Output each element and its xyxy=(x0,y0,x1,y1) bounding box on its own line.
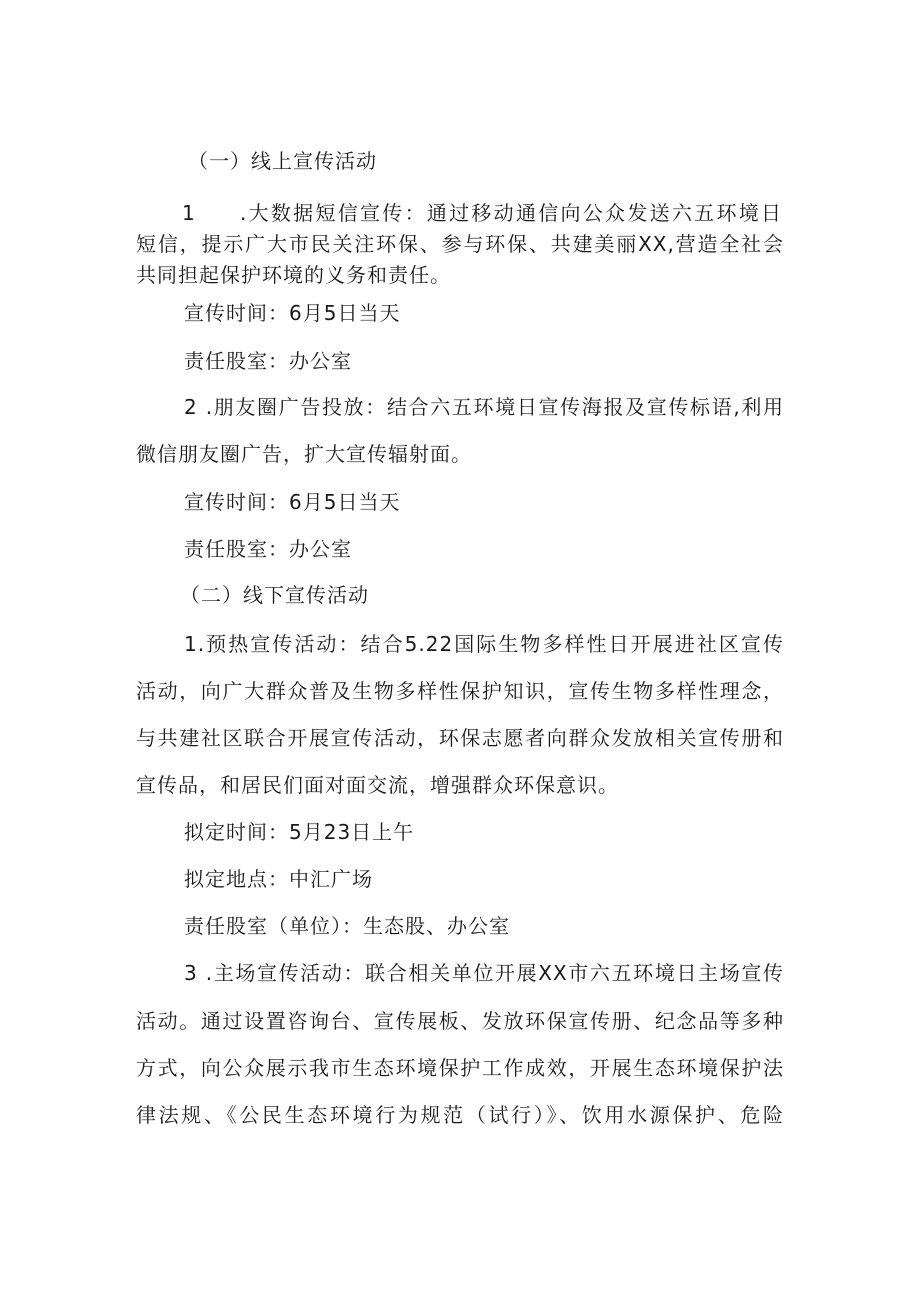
responsible-office: 责任股室：办公室 xyxy=(184,349,352,373)
paragraph-line: 活动，向广大群众普及生物多样性保护知识，宣传生物多样性理念， xyxy=(136,679,784,703)
item-number: 1 xyxy=(182,201,196,225)
paragraph-line: 与共建社区联合开展宣传活动，环保志愿者向群众发放相关宣传册和 xyxy=(136,726,784,750)
section-heading-offline: （二）线下宣传活动 xyxy=(180,583,369,607)
paragraph-line: 活动。通过设置咨询台、宣传展板、发放环保宣传册、纪念品等多种 xyxy=(136,1009,784,1033)
paragraph-line: 共同担起保护环境的义务和责任。 xyxy=(136,263,451,287)
paragraph-line: 方式，向公众展示我市生态环境保护工作成效，开展生态环境保护法 xyxy=(136,1056,784,1080)
section-heading-online: （一）线上宣传活动 xyxy=(188,149,377,173)
paragraph-line: 律法规、《公民生态环境行为规范（试行）》、饮用水源保护、危险 xyxy=(136,1103,784,1127)
paragraph-line: 短信，提示广大市民关注环保、参与环保、共建美丽XX,营造全社会 xyxy=(136,232,784,256)
planned-time: 拟定时间：5月23日上午 xyxy=(184,820,415,844)
planned-place: 拟定地点：中汇广场 xyxy=(184,867,373,891)
paragraph-line: 宣传品，和居民们面对面交流，增强群众环保意识。 xyxy=(136,773,619,797)
paragraph-line: 3 .主场宣传活动：联合相关单位开展XX市六五环境日主场宣传 xyxy=(184,961,784,985)
paragraph-line: .大数据短信宣传：通过移动通信向公众发送六五环境日 xyxy=(240,201,782,225)
publicity-time: 宣传时间：6月5日当天 xyxy=(184,301,401,325)
paragraph-line: 微信朋友圈广告，扩大宣传辐射面。 xyxy=(136,442,472,466)
responsible-office: 责任股室：办公室 xyxy=(184,537,352,561)
paragraph-line: 2 .朋友圈广告投放：结合六五环境日宣传海报及宣传标语,利用 xyxy=(184,395,784,419)
publicity-time: 宣传时间：6月5日当天 xyxy=(184,490,401,514)
responsible-office: 责任股室（单位）：生态股、办公室 xyxy=(184,914,510,938)
paragraph-line: 1.预热宣传活动：结合5.22国际生物多样性日开展进社区宣传 xyxy=(184,632,784,656)
